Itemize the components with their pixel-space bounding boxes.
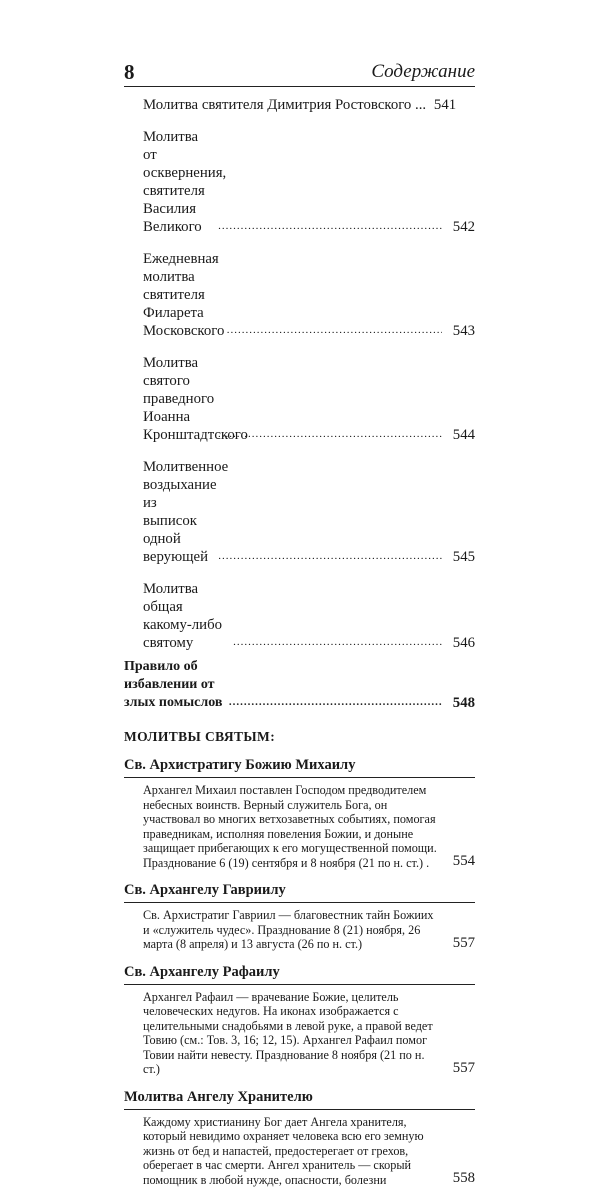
saint-page: 554 [443,852,475,870]
saint-page: 557 [443,1059,475,1077]
toc-saint-mikhail[interactable] [124,756,475,870]
saint-description: Св. Архистратиг Гавриил — благовестник тайн Божиих и «служитель чудес». Празднование 8 (21) ноября, 26 марта (8 апреля) и 13 августа (26 по н. ст.) [143,908,443,952]
toc-entry-page: 543 [445,322,475,340]
toc-entry-page: 541 [426,96,456,114]
saint-title: Св. Архангелу Гавриилу [124,881,475,903]
toc-entry-page: 546 [445,634,475,652]
toc-entry-filaret[interactable] [124,250,475,340]
toc-entry-page: 542 [445,218,475,236]
toc-entry-pravilo[interactable] [124,658,475,712]
leader-dots [218,549,442,564]
toc-entry-page: 548 [445,694,475,712]
saint-title: Св. Архистратигу Божию Михаилу [124,756,475,778]
toc-entry-text: Молитва святителя Димитрия Ростовского ... [143,96,426,114]
leader-dots [218,427,442,442]
toc-entry-text: Молитва святого праведного Иоанна Кронштадтского [143,354,214,444]
toc-entry-vasily-veliky[interactable] [124,128,475,236]
saint-body [124,990,475,1077]
toc-entry-text: Молитвенное воздыхание из выписок одной верующей [143,458,214,566]
saint-description: Каждому христианину Бог дает Ангела хранителя, который невидимо охраняет человека всю его земную жизнь от бед и напастей, предостерегает от грехов, оберегает в час смерти. Ангел хранитель — скорый помощник в любой нужде, опасности, болезни [143,1115,443,1187]
toc-entry-obshchaya-svyatomu[interactable] [124,580,475,652]
saint-page: 557 [443,934,475,952]
section-heading-molitvy-svyatym: МОЛИТВЫ СВЯТЫМ: [124,729,475,745]
leader-dots [229,695,442,710]
header-rule [124,86,475,87]
saint-page: 558 [443,1169,475,1187]
toc-entry-text: Ежедневная молитва святителя Филарета Московского [143,250,223,340]
toc-entry-dimitry-rostovsky[interactable] [124,96,475,114]
saint-title: Св. Архангелу Рафаилу [124,963,475,985]
page-header [124,60,475,86]
leader-dots [218,219,442,234]
saint-description: Архангел Рафаил — врачевание Божие, целитель человеческих недугов. На иконах изображается с целительными снадобьями в левой руке, а правой ведет Товию (см.: Тов. 3, 16; 12, 15). Архангел Рафаил помог Товии найти невесту. Празднование 8 ноября (21 по н. ст.) [143,990,443,1077]
saint-body [124,1115,475,1187]
table-of-contents [124,96,475,1187]
toc-saint-gavriil[interactable] [124,881,475,952]
leader-dots [233,635,442,650]
page-number: 8 [124,60,135,85]
saint-body [124,908,475,952]
toc-entry-ioann-kronshtadtsky[interactable] [124,354,475,444]
toc-entry-vozdykhanie[interactable] [124,458,475,566]
toc-saint-rafail[interactable] [124,963,475,1077]
running-title: Содержание [371,61,475,83]
saint-body [124,783,475,870]
toc-entry-text: Молитва общая какому-либо святому [143,580,229,652]
toc-entry-page: 545 [445,548,475,566]
toc-entry-text: Правило об избавлении от злых помыслов [124,658,225,712]
saint-title: Молитва Ангелу Хранителю [124,1088,475,1110]
toc-entry-text: Молитва от осквернения, святителя Василия Великого [143,128,214,236]
leader-dots [227,323,442,338]
saint-description: Архангел Михаил поставлен Господом предводителем небесных воинств. Верный служитель Бога, он участвовал во многих ветхозаветных событиях, помогая праведникам, исполняя повеления Божии, и доныне защищает прибегающих к его могущественной помощи. Празднование 6 (19) сентября и 8 ноября (21 по н. ст.) . [143,783,443,870]
toc-entry-page: 544 [445,426,475,444]
toc-saint-angel-khranitel[interactable] [124,1088,475,1187]
